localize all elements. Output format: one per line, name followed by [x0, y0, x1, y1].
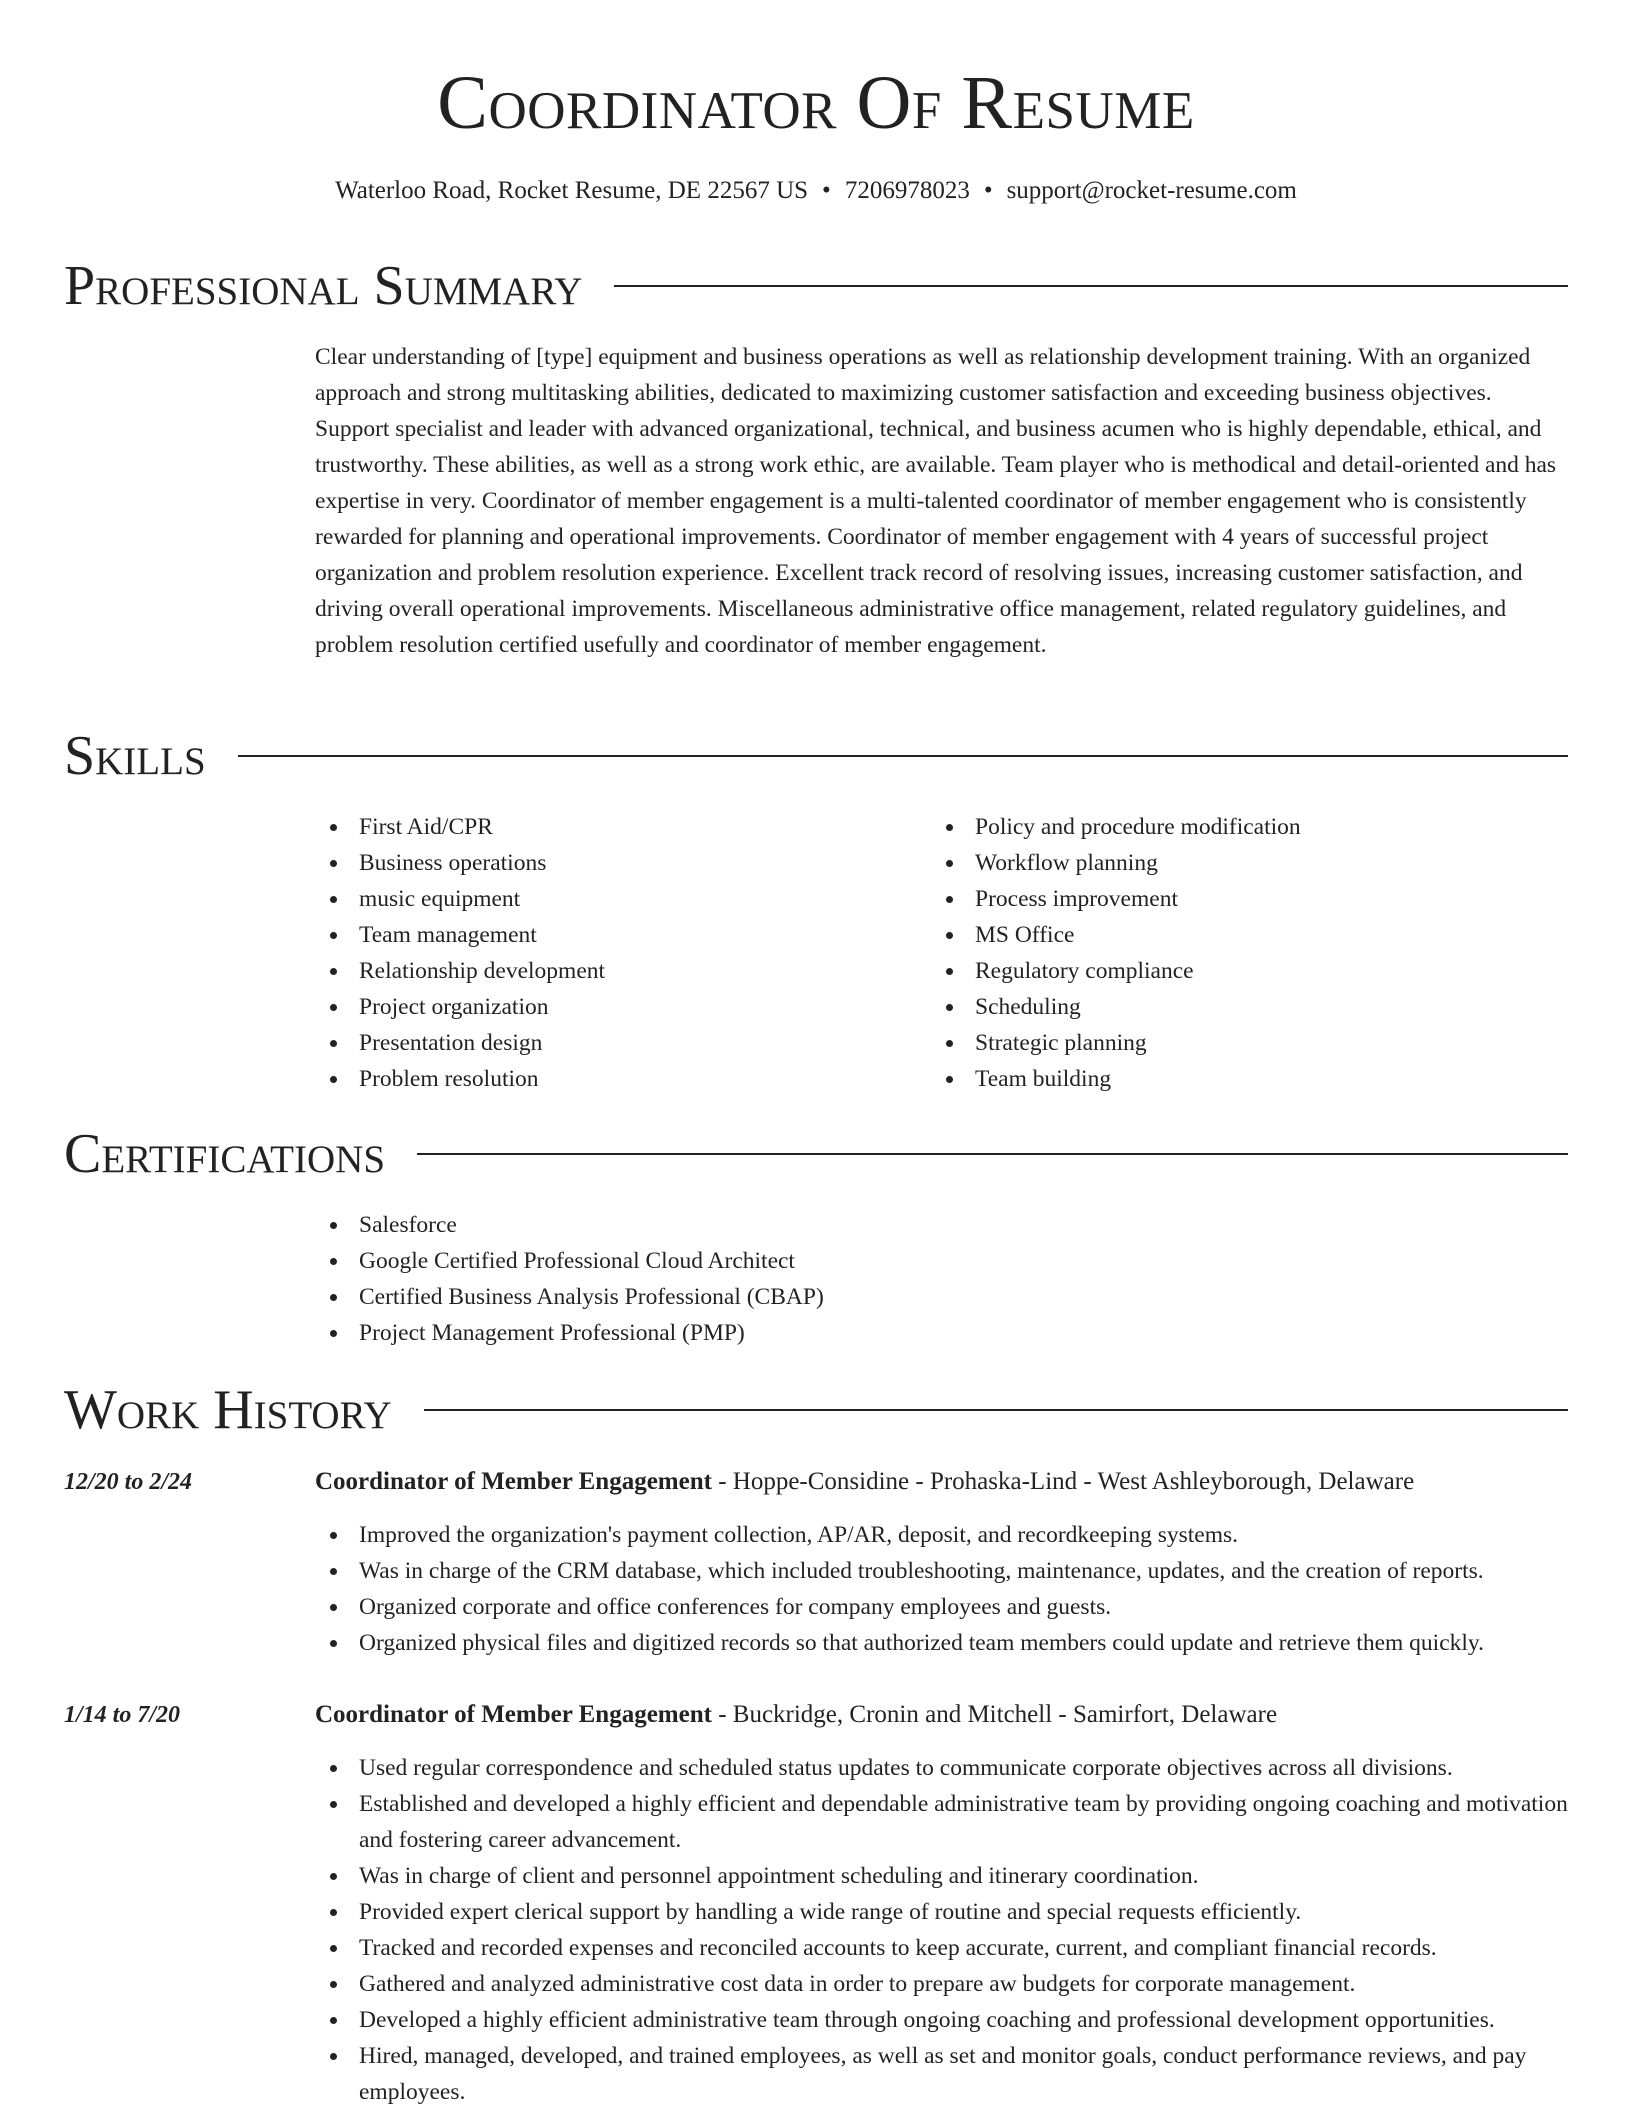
summary-text: Clear understanding of [type] equipment and business operations as well as relationship development training. With an organized approach and strong multitasking abilities, dedicated to maximizing customer satisfaction and exceeding business objectives. Support specialist and leader with advanced organizational, technical, and business acumen who is highly dependable, ethical, and trustworthy. These abilities, as well as a strong work ethic, are available. Team player who is methodical and detail-oriented and has expertise in very. Coordinator of member engagement is a multi-talented coordinator of member engagement who is consistently rewarded for planning and operational improvements. Coordinator of member engagement with 4 years of successful project organization and problem resolution experience. Excellent track record of resolving issues, increasing customer satisfaction, and driving overall operational improvements. Miscellaneous administrative office management, related regulatory guidelines, and problem resolution certified usefully and coordinator of member engagement.	[315, 344, 1557, 658]
skill-item: Team building	[931, 1061, 1571, 1097]
skill-item: Business operations	[315, 845, 915, 881]
resume-name: Coordinator Of Resume	[437, 61, 1195, 145]
certifications-heading: Certifications	[64, 1123, 386, 1185]
job-bullet: Used regular correspondence and scheduled status updates to communicate corporate objectives across all divisions.	[315, 1750, 1577, 1786]
certifications-list	[315, 1207, 1515, 1351]
job-bullet: Gathered and analyzed administrative cost data in order to prepare aw budgets for corporate management.	[315, 1966, 1577, 2002]
job-title: Coordinator of Member Engagement	[315, 1701, 712, 1728]
skill-item: Relationship development	[315, 953, 915, 989]
skill-item: Workflow planning	[931, 845, 1571, 881]
work-history-section-header	[64, 1378, 1568, 1442]
job-employer-location: - Hoppe-Considine - Prohaska-Lind - West Ashleyborough, Delaware	[711, 1468, 1415, 1495]
contact-phone: 7206978023	[844, 177, 970, 204]
summary-heading: Professional Summary	[64, 255, 583, 317]
skill-item: Regulatory compliance	[931, 953, 1571, 989]
skills-list-left	[315, 809, 915, 1097]
contact-separator: •	[983, 177, 993, 204]
section-divider	[614, 285, 1568, 287]
contact-address: Waterloo Road, Rocket Resume, DE 22567 US	[335, 177, 809, 204]
job-dates: 1/14 to 7/20	[64, 1702, 181, 1728]
job-employer-location: - Buckridge, Cronin and Mitchell - Samirfort, Delaware	[711, 1701, 1278, 1728]
skill-item: Scheduling	[931, 989, 1571, 1025]
skill-item: Team management	[315, 917, 915, 953]
skill-item: Problem resolution	[315, 1061, 915, 1097]
job-dates: 12/20 to 2/24	[64, 1469, 193, 1495]
skill-item: music equipment	[315, 881, 915, 917]
section-divider	[424, 1409, 1568, 1411]
certifications-section-header	[64, 1122, 1568, 1186]
job-bullet: Improved the organization's payment collection, AP/AR, deposit, and recordkeeping systems.	[315, 1517, 1577, 1553]
skill-item: Presentation design	[315, 1025, 915, 1061]
skill-item: Strategic planning	[931, 1025, 1571, 1061]
job-bullet: Organized physical files and digitized records so that authorized team members could update and retrieve them quickly.	[315, 1625, 1577, 1661]
contact-email: support@rocket-resume.com	[1006, 177, 1297, 204]
skill-item: First Aid/CPR	[315, 809, 915, 845]
job-heading	[315, 1697, 1575, 1733]
certification-item: Google Certified Professional Cloud Architect	[315, 1243, 1515, 1279]
certification-item: Salesforce	[315, 1207, 1515, 1243]
certification-item: Project Management Professional (PMP)	[315, 1315, 1515, 1351]
skill-item: MS Office	[931, 917, 1571, 953]
certification-item: Certified Business Analysis Professional (CBAP)	[315, 1279, 1515, 1315]
skill-item: Policy and procedure modification	[931, 809, 1571, 845]
contact-line	[0, 174, 1632, 208]
section-divider	[238, 755, 1568, 757]
skill-item: Process improvement	[931, 881, 1571, 917]
job-bullet: Was in charge of the CRM database, which included troubleshooting, maintenance, updates, and the creation of reports.	[315, 1553, 1577, 1589]
summary-section-header	[64, 254, 1568, 318]
work-history-heading: Work History	[64, 1379, 392, 1441]
job-bullets	[315, 1750, 1577, 2110]
section-divider	[417, 1153, 1568, 1155]
skills-section-header	[64, 724, 1568, 788]
skills-list-right	[931, 809, 1571, 1097]
job-bullet: Organized corporate and office conferences for company employees and guests.	[315, 1589, 1577, 1625]
job-bullet: Was in charge of client and personnel appointment scheduling and itinerary coordination.	[315, 1858, 1577, 1894]
job-bullet: Established and developed a highly efficient and dependable administrative team by providing ongoing coaching and motivation and fostering career advancement.	[315, 1786, 1577, 1858]
job-heading	[315, 1464, 1575, 1500]
job-bullet: Tracked and recorded expenses and reconciled accounts to keep accurate, current, and compliant financial records.	[315, 1930, 1577, 1966]
job-bullet: Hired, managed, developed, and trained employees, as well as set and monitor goals, conduct performance reviews, and pay employees.	[315, 2038, 1577, 2110]
skills-heading: Skills	[64, 725, 206, 787]
job-bullet: Developed a highly efficient administrative team through ongoing coaching and professional development opportunities.	[315, 2002, 1577, 2038]
job-bullet: Provided expert clerical support by handling a wide range of routine and special requests efficiently.	[315, 1894, 1577, 1930]
contact-separator: •	[822, 177, 831, 204]
job-title: Coordinator of Member Engagement	[315, 1468, 712, 1495]
job-bullets	[315, 1517, 1577, 1661]
skill-item: Project organization	[315, 989, 915, 1025]
